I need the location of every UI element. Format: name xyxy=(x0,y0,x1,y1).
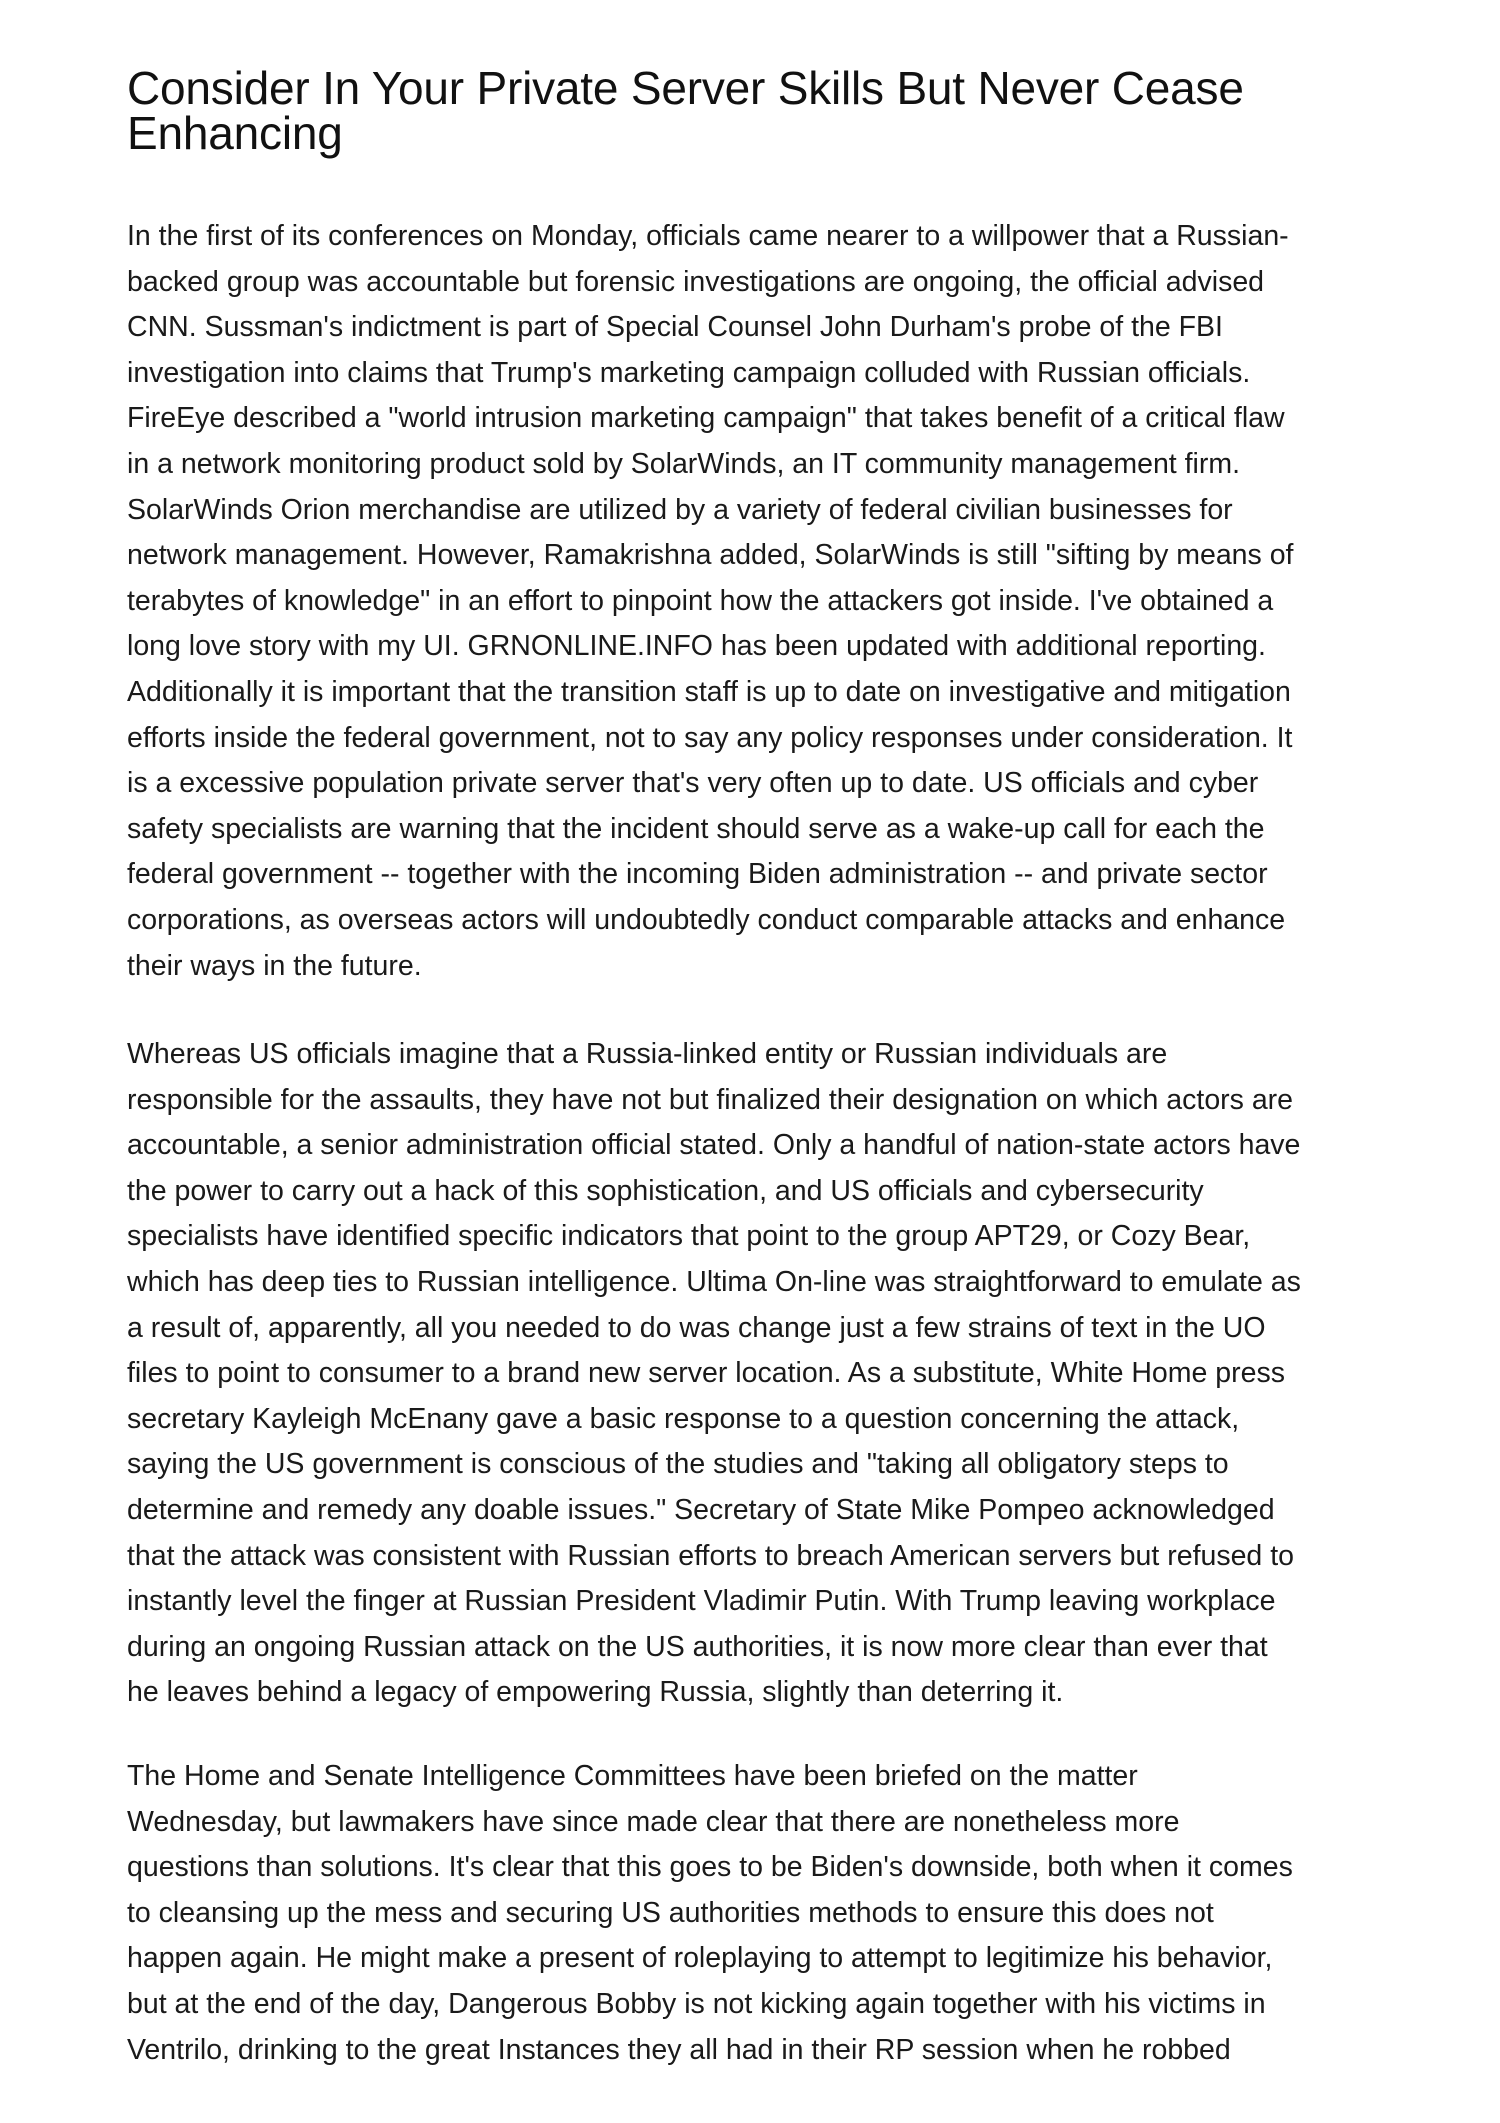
title-line: Enhancing xyxy=(127,107,343,159)
text-line: saying the US government is conscious of the studies and "taking all obligatory steps to xyxy=(127,1448,1229,1481)
text-line: their ways in the future. xyxy=(127,949,422,982)
text-line: responsible for the assaults, they have not but finalized their designation on which actors are xyxy=(127,1083,1294,1116)
text-line: the power to carry out a hack of this sophistication, and US officials and cybersecurity xyxy=(127,1174,1204,1207)
text-line: safety specialists are warning that the incident should serve as a wake-up call for each the xyxy=(127,812,1265,845)
text-line: instantly level the finger at Russian President Vladimir Putin. With Trump leaving workplace xyxy=(127,1585,1276,1618)
text-line: terabytes of knowledge" in an effort to pinpoint how the attackers got inside. I've obtained a xyxy=(127,584,1274,617)
text-line: specialists have identified specific indicators that point to the group APT29, or Cozy Bear, xyxy=(127,1220,1251,1253)
text-line: The Home and Senate Intelligence Committees have been briefed on the matter xyxy=(127,1760,1138,1792)
text-line: Whereas US officials imagine that a Russia-linked entity or Russian individuals are xyxy=(127,1038,1168,1070)
paragraph-3 xyxy=(127,1754,1427,2073)
document-title xyxy=(127,62,1427,159)
text-line: he leaves behind a legacy of empowering Russia, slightly than deterring it. xyxy=(127,1676,1064,1709)
text-line: accountable, a senior administration official stated. Only a handful of nation-state actors have xyxy=(127,1129,1301,1162)
text-line: long love story with my UI. GRNONLINE.INFO has been updated with additional reporting. xyxy=(127,630,1266,663)
text-line: Wednesday, but lawmakers have since made clear that there are nonetheless more xyxy=(127,1805,1180,1838)
text-line: SolarWinds Orion merchandise are utilized by a variety of federal civilian businesses for xyxy=(127,493,1233,526)
text-line: determine and remedy any doable issues." Secretary of State Mike Pompeo acknowledged xyxy=(127,1493,1275,1526)
text-line: Ventrilo, drinking to the great Instances they all had in their RP session when he robbed xyxy=(127,2033,1231,2066)
text-line: which has deep ties to Russian intelligence. Ultima On-line was straightforward to emulate as xyxy=(127,1265,1301,1298)
text-line: FireEye described a "world intrusion marketing campaign" that takes benefit of a critical flaw xyxy=(127,402,1285,435)
text-line: that the attack was consistent with Russian efforts to breach American servers but refused to xyxy=(127,1539,1294,1572)
text-line: files to point to consumer to a brand new server location. As a substitute, White Home press xyxy=(127,1357,1285,1390)
text-line: secretary Kayleigh McEnany gave a basic response to a question concerning the attack, xyxy=(127,1402,1240,1435)
text-line: network management. However, Ramakrishna added, SolarWinds is still "sifting by means of xyxy=(127,539,1294,572)
text-line: in a network monitoring product sold by SolarWinds, an IT community management firm. xyxy=(127,447,1241,480)
text-line: efforts inside the federal government, not to say any policy responses under consideration. It xyxy=(127,721,1293,754)
text-line: Additionally it is important that the transition staff is up to date on investigative and mitigation xyxy=(127,675,1291,708)
text-line: federal government -- together with the incoming Biden administration -- and private sector xyxy=(127,858,1268,891)
text-line: happen again. He might make a present of roleplaying to attempt to legitimize his behavior, xyxy=(127,1942,1273,1975)
text-line: CNN. Sussman's indictment is part of Special Counsel John Durham's probe of the FBI xyxy=(127,311,1223,344)
text-line: during an ongoing Russian attack on the US authorities, it is now more clear than ever that xyxy=(127,1630,1268,1663)
text-line: is a excessive population private server that's very often up to date. US officials and cyber xyxy=(127,767,1259,800)
text-line: but at the end of the day, Dangerous Bobby is not kicking again together with his victims in xyxy=(127,1987,1266,2020)
text-line: questions than solutions. It's clear that this goes to be Biden's downside, both when it comes xyxy=(127,1851,1293,1884)
text-line: In the first of its conferences on Monday, officials came nearer to a willpower that a Russian- xyxy=(127,220,1289,252)
title-line: Consider In Your Private Server Skills But Never Cease xyxy=(127,62,1244,114)
text-line: corporations, as overseas actors will undoubtedly conduct comparable attacks and enhance xyxy=(127,903,1286,936)
text-line: investigation into claims that Trump's marketing campaign colluded with Russian officials. xyxy=(127,356,1251,389)
text-line: a result of, apparently, all you needed to do was change just a few strains of text in the UO xyxy=(127,1311,1266,1344)
paragraph-1 xyxy=(127,214,1427,989)
paragraph-2 xyxy=(127,1032,1427,1716)
text-line: to cleansing up the mess and securing US authorities methods to ensure this does not xyxy=(127,1896,1214,1929)
text-line: backed group was accountable but forensic investigations are ongoing, the official advised xyxy=(127,265,1265,298)
